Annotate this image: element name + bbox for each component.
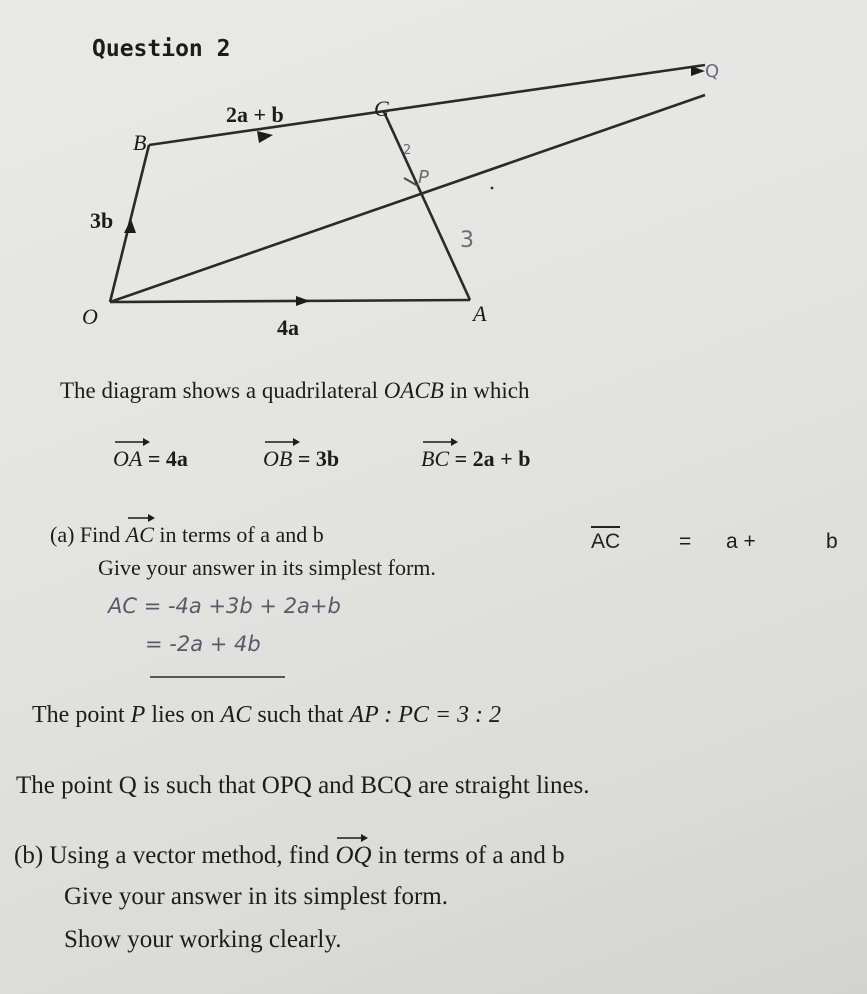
vector-oa-value: = 4a	[147, 446, 188, 471]
part-a-label: (a)	[50, 522, 75, 547]
vector-oa-name: OA	[113, 446, 142, 472]
part-a-rest: in terms of a and b	[159, 522, 324, 547]
label-q: Q	[705, 61, 720, 82]
vector-ob-name: OB	[263, 446, 292, 472]
answer-b-coef[interactable]: b	[826, 530, 838, 553]
arrow-q-icon	[691, 66, 705, 76]
question-heading: Question 2	[92, 36, 231, 62]
working-underline	[150, 676, 285, 678]
quadrilateral-diagram	[0, 0, 867, 360]
part-b-text: Using a vector method, find	[49, 842, 330, 869]
part-a-line2: Give your answer in its simplest form.	[98, 555, 436, 580]
intro-prefix: The diagram shows a quadrilateral	[60, 378, 384, 403]
label-o: O	[82, 304, 98, 329]
vector-bc	[421, 446, 530, 472]
part-b-rest: in terms of a and b	[377, 842, 565, 869]
label-a: A	[473, 301, 487, 326]
answer-eq: =	[679, 530, 692, 553]
dot-mark-icon	[491, 187, 494, 190]
label-oa: 4a	[277, 315, 299, 340]
vector-oa	[113, 446, 188, 472]
label-c: C	[374, 96, 389, 121]
intro-shape: OACB	[383, 378, 444, 403]
part-b-question	[14, 842, 565, 870]
label-ob: 3b	[90, 208, 114, 233]
working-line2: = -2a + 4b	[145, 632, 261, 656]
part-b-line3: Show your working clearly.	[64, 926, 342, 953]
label-b: B	[133, 130, 147, 155]
vector-bc-name: BC	[421, 446, 449, 472]
part-b-label: (b)	[14, 842, 44, 869]
answer-ac-field[interactable]	[591, 530, 620, 554]
vector-ob-value: = 3b	[297, 446, 340, 471]
vector-bc-value: = 2a + b	[454, 446, 531, 471]
label-bc: 2a + b	[226, 102, 284, 127]
vector-ob	[263, 446, 339, 472]
part-a-vector: AC	[126, 522, 154, 548]
intro-text	[60, 378, 529, 404]
arrow-oa-icon	[296, 296, 310, 306]
working-line1: AC = -4a +3b + 2a+b	[108, 594, 341, 618]
statement-p: The point P lies on AC such that AP : PC = 3 : 2	[32, 702, 502, 728]
intro-suffix: in which	[443, 378, 530, 403]
edge-ca	[384, 112, 470, 300]
part-a-question	[50, 522, 324, 548]
annotation-two: 2	[403, 143, 412, 158]
part-b-vector: OQ	[335, 842, 371, 870]
line-opq	[110, 95, 705, 302]
answer-a-coef[interactable]: a +	[726, 530, 756, 553]
label-p: P	[418, 167, 429, 188]
answer-ac-lhs: AC	[591, 530, 620, 554]
annotation-three: 3	[460, 228, 474, 253]
edge-oa	[110, 300, 470, 302]
arrow-ob-icon	[124, 219, 136, 233]
part-a-find: Find	[79, 522, 121, 547]
ratio-text: AP : PC = 3 : 2	[349, 702, 502, 728]
statement-q: The point Q is such that OPQ and BCQ are straight lines.	[16, 772, 590, 799]
arrow-bc-icon	[257, 131, 273, 143]
part-b-line2: Give your answer in its simplest form.	[64, 883, 448, 910]
